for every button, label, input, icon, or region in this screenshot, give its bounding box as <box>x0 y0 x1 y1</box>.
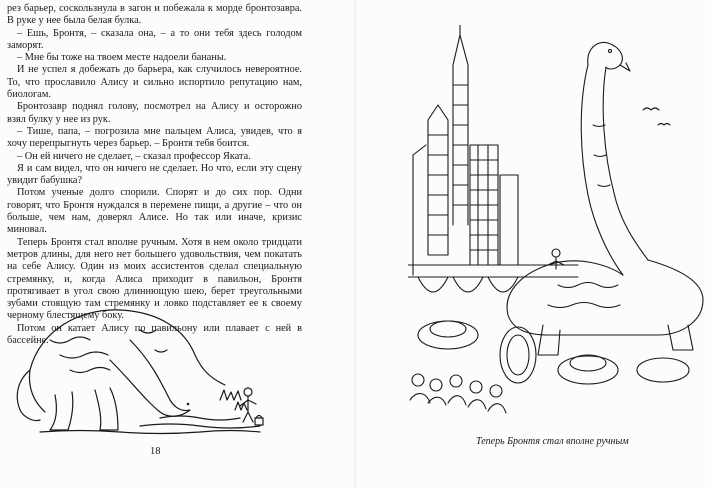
body-text <box>7 3 302 347</box>
paragraph: Теперь Бронтя стал вполне ручным. Хотя в нем около тридцати метров длины, для него нет большего удовольствия, чем покатать на себе Алису. Один из моих ассистентов сделал специальную стремянку, и, когда Алиса приходит в павильон, Бронтя протягивает в угол свою длиннющую шею, берет треугольными зубами стоящую там стремянку и ловко подставляет ее к своему черному блестящему боку. <box>7 236 302 322</box>
left-page <box>0 0 355 488</box>
illustration-drinking-dinosaur <box>10 300 310 440</box>
paragraph: рез барьер, соскользнула в загон и побежала к морде бронтозавра. В руке у нее была белая булка. <box>7 3 302 27</box>
paragraph: Бронтозавр поднял голову, посмотрел на Алису и осторожно взял булку у нее из рук. <box>7 101 302 125</box>
illustration-city-brontosaurus <box>408 25 708 425</box>
paragraph: – Мне бы тоже на твоем месте надоели бананы. <box>17 52 227 64</box>
right-page <box>356 0 711 488</box>
paragraph: И не успел я добежать до барьера, как случилось невероятное. То, что прославило Алису и сильно испортило репутацию нам, биологам. <box>7 64 302 101</box>
paragraph: Потом ученые долго спорили. Спорят и до сих пор. Одни говорят, что Бронтя нуждался в перемене пищи, а другие – что он больше, чем нам, доверял Алисе. Но так или иначе, кризис миновал. <box>7 187 302 236</box>
paragraph: Потом он катает Алису по павильону или плавает с ней в бассейне. <box>7 322 302 347</box>
paragraph: – Он ей ничего не сделает, – сказал профессор Яката. <box>17 150 251 162</box>
paragraph: – Тише, папа, – погрозила мне пальцем Алиса, увидев, что я хочу перепрыгнуть через барьер. – Бронтя тебя боится. <box>7 125 302 150</box>
paragraph: Я и сам видел, что он ничего не сделает. Но что, если эту сцену увидит бабушка? <box>7 162 302 187</box>
illustration-caption: Теперь Бронтя стал вполне ручным <box>476 436 629 447</box>
paragraph: – Ешь, Бронтя, – сказала она, – а то они тебя здесь голодом заморят. <box>7 27 302 51</box>
page-number: 18 <box>150 446 161 457</box>
